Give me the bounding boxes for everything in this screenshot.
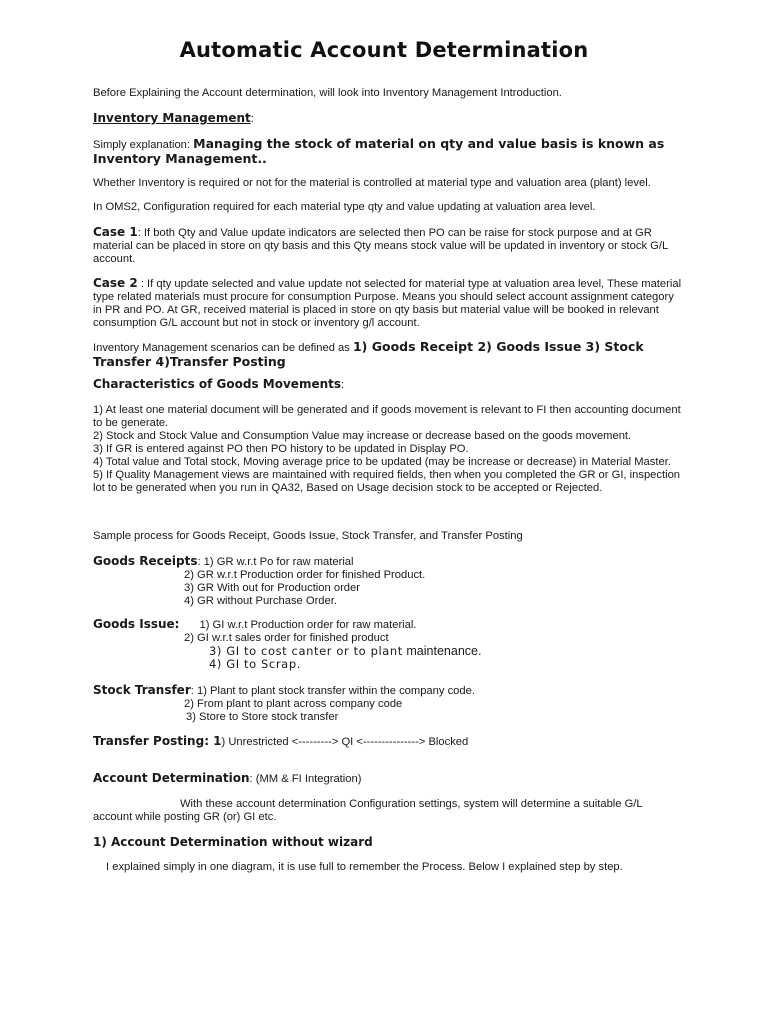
characteristics-item: 1) At least one material document will be generated and if goods movement is relevant to FI then accounting document to be generate. bbox=[93, 404, 681, 429]
goods-receipts-label: Goods Receipts bbox=[93, 554, 198, 568]
account-determination-label: Account Determination bbox=[93, 771, 250, 785]
case2-label: Case 2 bbox=[93, 276, 138, 290]
transfer-posting-line bbox=[93, 735, 683, 749]
account-determination-desc: With these account determination Configuration settings, system will determine a suitable G/L account while posting GR (or) GI etc. bbox=[93, 798, 643, 823]
oms2-paragraph: In OMS2, Configuration required for each material type qty and value updating at valuation area level. bbox=[93, 201, 596, 213]
stock-transfer-item: : 1) Plant to plant stock transfer within the company code. bbox=[190, 685, 475, 697]
characteristics-heading-text: Characteristics of Goods Movements bbox=[93, 377, 342, 391]
goods-issue-item: 1) GI w.r.t Production order for raw material. bbox=[199, 619, 417, 631]
without-wizard-heading-text: 1) Account Determination without wizard bbox=[93, 835, 373, 849]
scenarios-bold: 1) Goods Receipt 2) Goods Issue 3) Stock Transfer 4)Transfer Posting bbox=[93, 339, 644, 369]
goods-receipts-item: : 1) GR w.r.t Po for raw material bbox=[197, 556, 354, 568]
case2-paragraph bbox=[93, 277, 683, 330]
scenarios-paragraph bbox=[93, 340, 683, 370]
without-wizard-text: I explained simply in one diagram, it is use full to remember the Process. Below I explained step by step. bbox=[106, 861, 623, 873]
goods-issue-item: 3) GI to cost canter or to plant bbox=[209, 644, 403, 658]
goods-issue-item-suffix: maintenance. bbox=[402, 644, 482, 658]
transfer-posting-label: Transfer Posting: 1 bbox=[93, 734, 222, 748]
document-title: Automatic Account Determination bbox=[179, 38, 589, 62]
simply-bold: Managing the stock of material on qty and value basis is known as Inventory Management.. bbox=[93, 136, 665, 166]
account-determination-text: : (MM & FI Integration) bbox=[249, 773, 362, 785]
goods-receipts-block bbox=[93, 555, 683, 608]
inventory-heading-colon: : bbox=[250, 113, 254, 125]
goods-receipts-item: 3) GR With out for Production order bbox=[184, 582, 360, 594]
case2-text: : If qty update selected and value update not selected for material type at valuation area level, These material type related materials must procure for consumption Purpose. Means you should select account assignment category in PR and PO. At GR, received material is placed in store on qty basis but material value will be booked in relevant consumption G/L account but not in stock or inventory g/l account. bbox=[93, 278, 682, 329]
goods-issue-label: Goods Issue: bbox=[93, 617, 180, 631]
characteristics-item: 3) If GR is entered against PO then PO history to be updated in Display PO. bbox=[93, 443, 469, 455]
account-determination-line bbox=[93, 772, 683, 786]
sample-paragraph: Sample process for Goods Receipt, Goods Issue, Stock Transfer, and Transfer Posting bbox=[93, 530, 523, 542]
scenarios-text: Inventory Management scenarios can be defined as bbox=[93, 342, 350, 354]
characteristics-item: 4) Total value and Total stock, Moving average price to be updated (may be increase or decrease) in Material Master. bbox=[93, 456, 671, 468]
stock-transfer-label: Stock Transfer bbox=[93, 683, 191, 697]
characteristics-item: 2) Stock and Stock Value and Consumption Value may increase or decrease based on the goods movement. bbox=[93, 430, 632, 442]
stock-transfer-item: 3) Store to Store stock transfer bbox=[186, 711, 339, 723]
characteristics-heading-colon: : bbox=[341, 379, 345, 391]
characteristics-item: 5) If Quality Management views are maintained with required fields, then when you completed the GR or GI, inspection lot to be generated when you run in QA32, Based on Usage decision stock to be accepted or Rejected. bbox=[93, 469, 681, 494]
inventory-heading bbox=[93, 112, 683, 126]
goods-issue-item: 2) GI w.r.t sales order for finished product bbox=[184, 632, 389, 644]
stock-transfer-item: 2) From plant to plant across company code bbox=[184, 698, 403, 710]
intro-paragraph: Before Explaining the Account determination, will look into Inventory Management Introduction. bbox=[93, 87, 562, 99]
whether-paragraph: Whether Inventory is required or not for the material is controlled at material type and valuation area (plant) level. bbox=[93, 177, 651, 189]
case1-paragraph bbox=[93, 226, 683, 266]
goods-receipts-item: 2) GR w.r.t Production order for finished Product. bbox=[184, 569, 426, 581]
characteristics-heading bbox=[93, 378, 683, 392]
characteristics-list bbox=[93, 404, 683, 495]
goods-issue-block bbox=[93, 618, 683, 671]
transfer-posting-text: ) Unrestricted <---------> QI <---------------> Blocked bbox=[221, 736, 469, 748]
goods-issue-item: 4) GI to Scrap. bbox=[209, 657, 301, 671]
goods-receipts-item: 4) GR without Purchase Order. bbox=[184, 595, 337, 607]
simply-label: Simply explanation: bbox=[93, 139, 191, 151]
case1-label: Case 1 bbox=[93, 225, 138, 239]
stock-transfer-block bbox=[93, 684, 683, 724]
inventory-heading-text: Inventory Management bbox=[93, 111, 251, 125]
without-wizard-heading bbox=[93, 836, 683, 850]
simply-explanation bbox=[93, 137, 683, 167]
case1-text: : If both Qty and Value update indicators are selected then PO can be raise for stock purpose and at GR material can be placed in store on qty basis and this Qty means stock value will be updated in inventory or stock G/L account. bbox=[93, 227, 668, 265]
